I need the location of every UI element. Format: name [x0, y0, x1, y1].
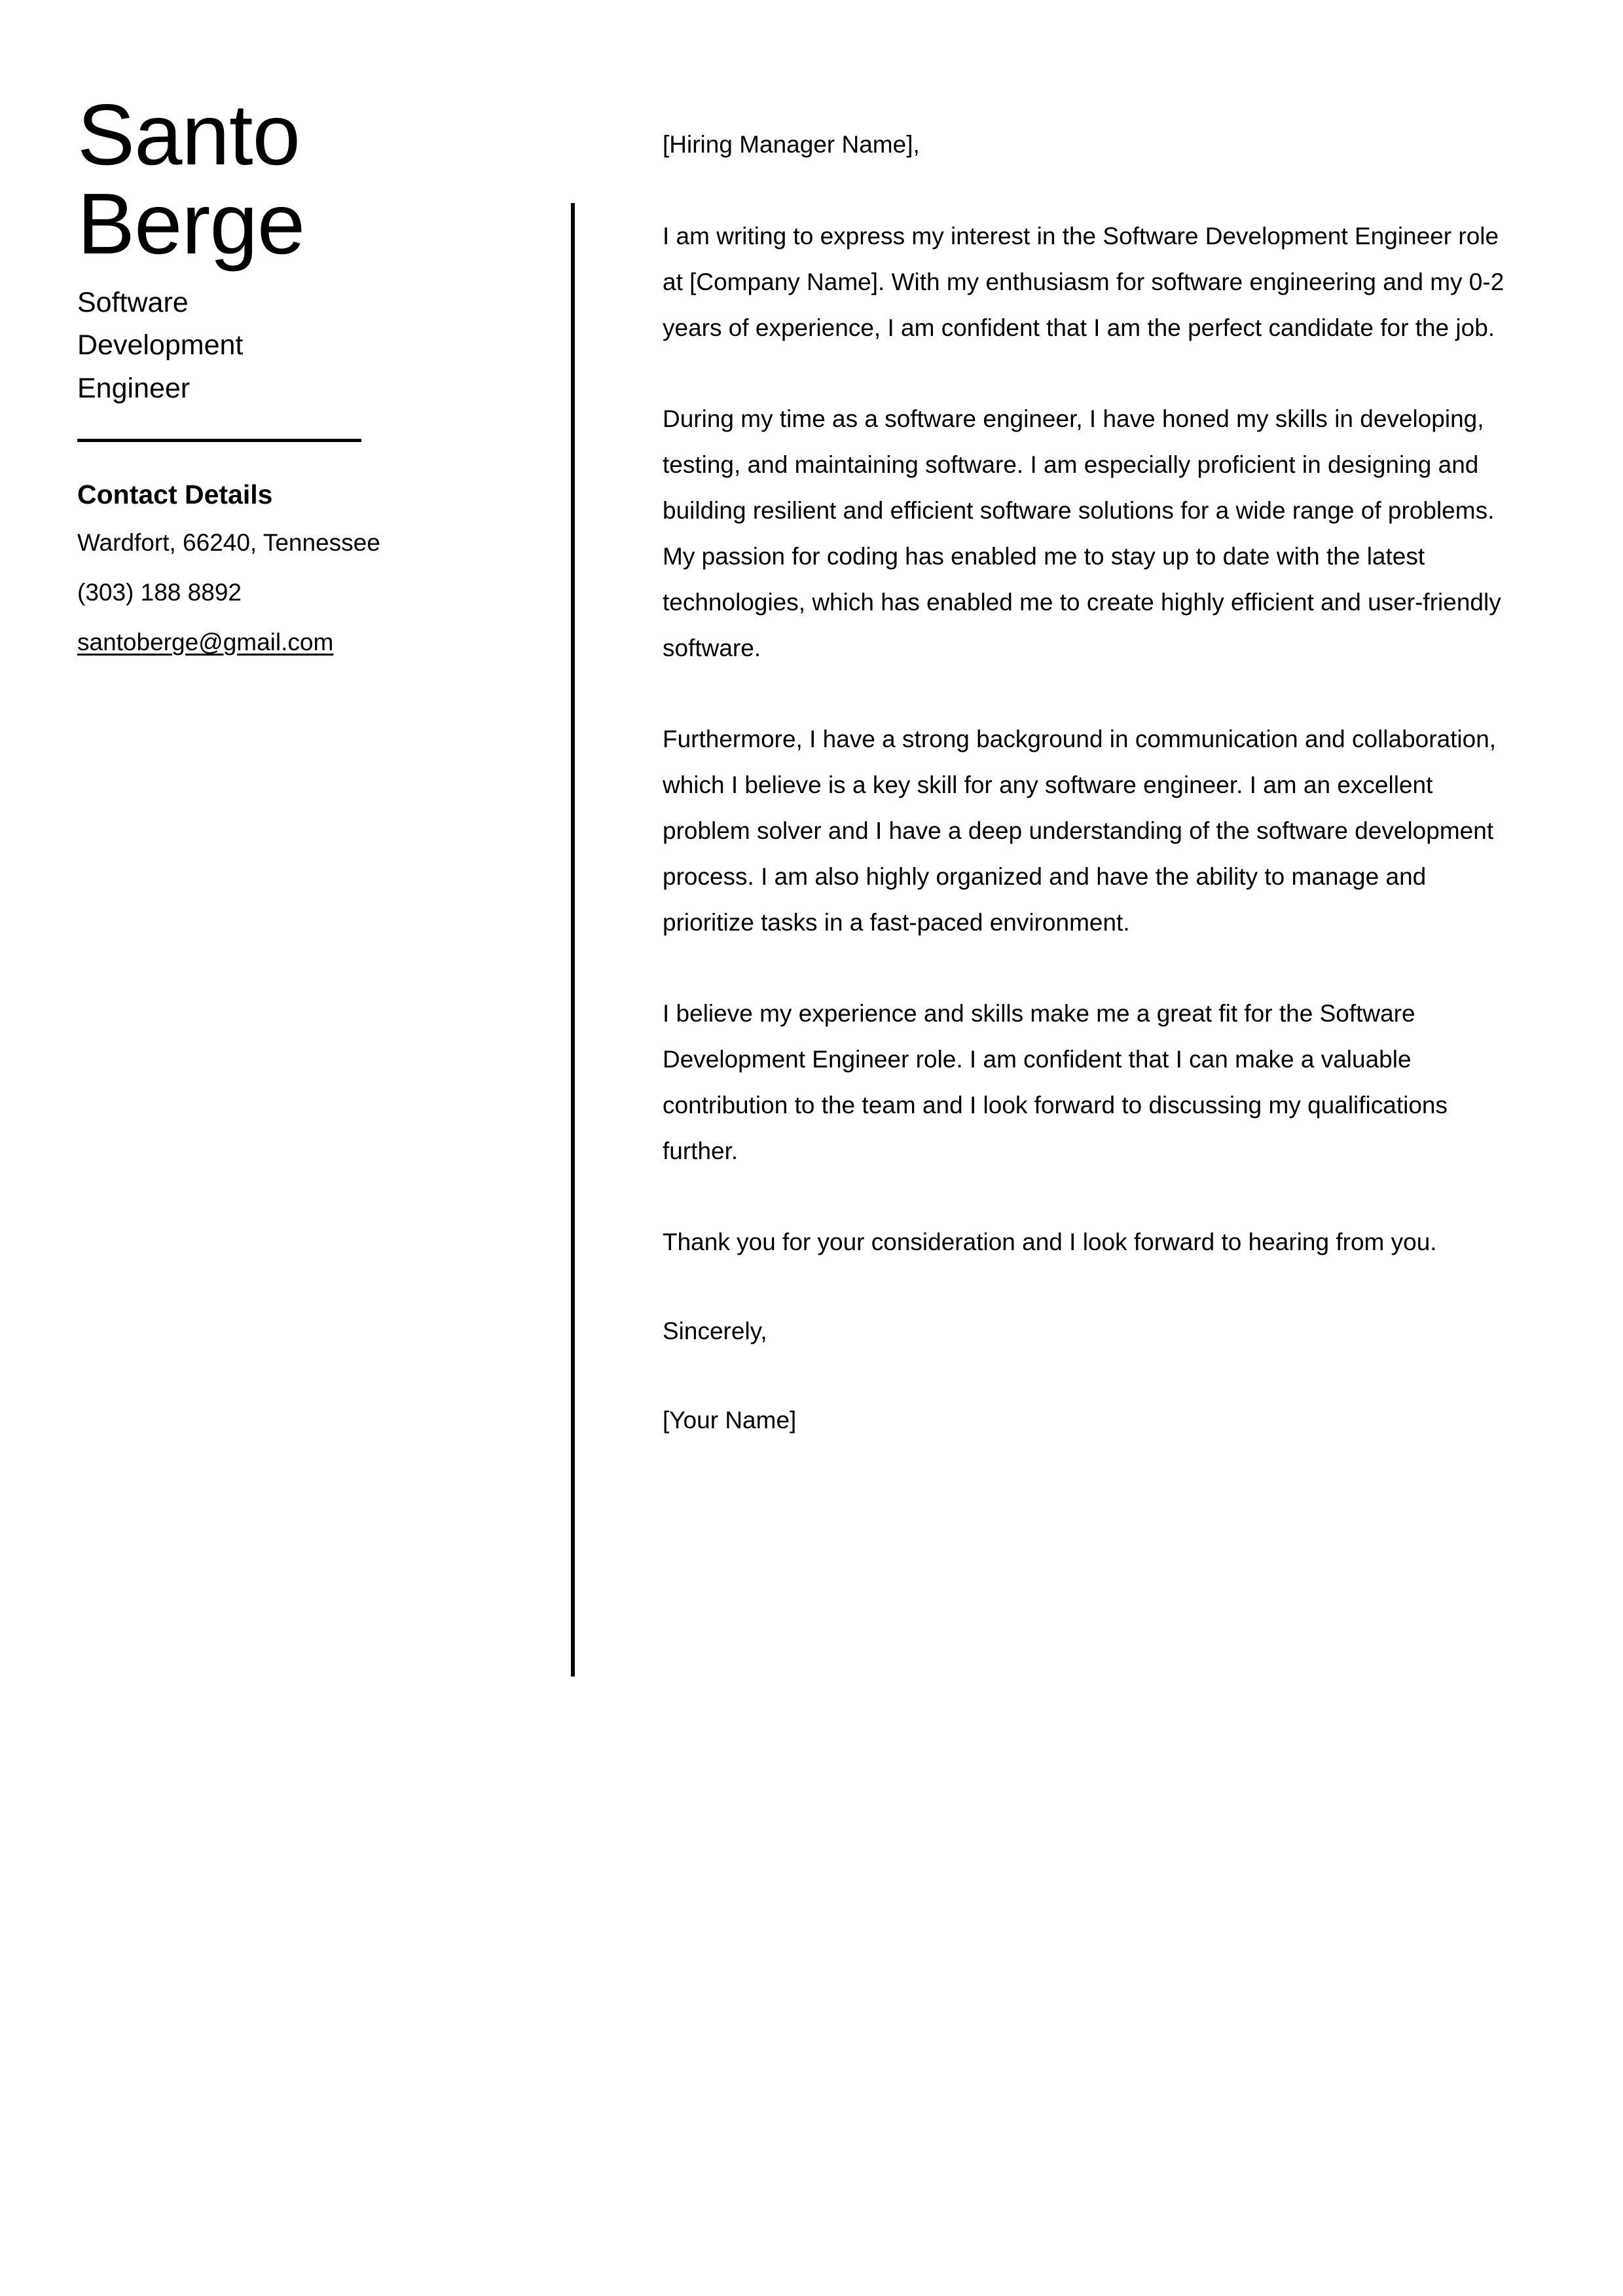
- letter-salutation: [Hiring Manager Name],: [663, 131, 920, 158]
- contact-details-list: [77, 530, 503, 654]
- job-title: Software Development Engineer: [77, 287, 244, 404]
- contact-address: Wardfort, 66240, Tennessee: [77, 529, 380, 557]
- contact-details-heading: Contact Details: [77, 479, 273, 510]
- candidate-name: [77, 86, 503, 272]
- sidebar: [77, 86, 503, 680]
- contact-phone: (303) 188 8892: [77, 579, 242, 606]
- contact-email-link[interactable]: santoberge@gmail.com: [77, 629, 334, 656]
- letter-paragraph-3: Furthermore, I have a strong background in communication and collaboration, which I believe is a key skill for any software engineer. I am an excellent problem solver and I have a deep understanding of the software development process. I am also highly organized and have the ability to manage and prioritize tasks in a fast-paced environment.: [663, 726, 1497, 936]
- letter-paragraph-2: During my time as a software engineer, I have honed my skills in developing, testing, and maintaining software. I am especially proficient in designing and building resilient and efficient software solutions for a wide range of problems. My passion for coding has enabled me to stay up to date with the latest technologies, which has enabled me to create highly efficient and user-friendly software.: [663, 405, 1501, 661]
- column-divider: [571, 203, 575, 1676]
- letter-paragraph-1: I am writing to express my interest in the Software Development Engineer role at [Company Name]. With my enthusiasm for software engineering and my 0-2 years of experience, I am confident that I am the perfect candidate for the job.: [663, 223, 1504, 341]
- candidate-last-name: Berge: [77, 176, 305, 272]
- letter-closing: Sincerely,: [663, 1318, 767, 1344]
- letter-paragraph-4: I believe my experience and skills make me a great fit for the Software Development Engineer role. I am confident that I can make a valuable contribution to the team and I look forward to discussing my qualifications further.: [663, 1000, 1448, 1164]
- candidate-first-name: Santo: [77, 86, 300, 183]
- letter-paragraph-5: Thank you for your consideration and I look forward to hearing from you.: [663, 1229, 1437, 1255]
- sidebar-divider-rule: [77, 439, 361, 442]
- letter-body: [663, 122, 1508, 1443]
- letter-signature-name: [Your Name]: [663, 1407, 797, 1434]
